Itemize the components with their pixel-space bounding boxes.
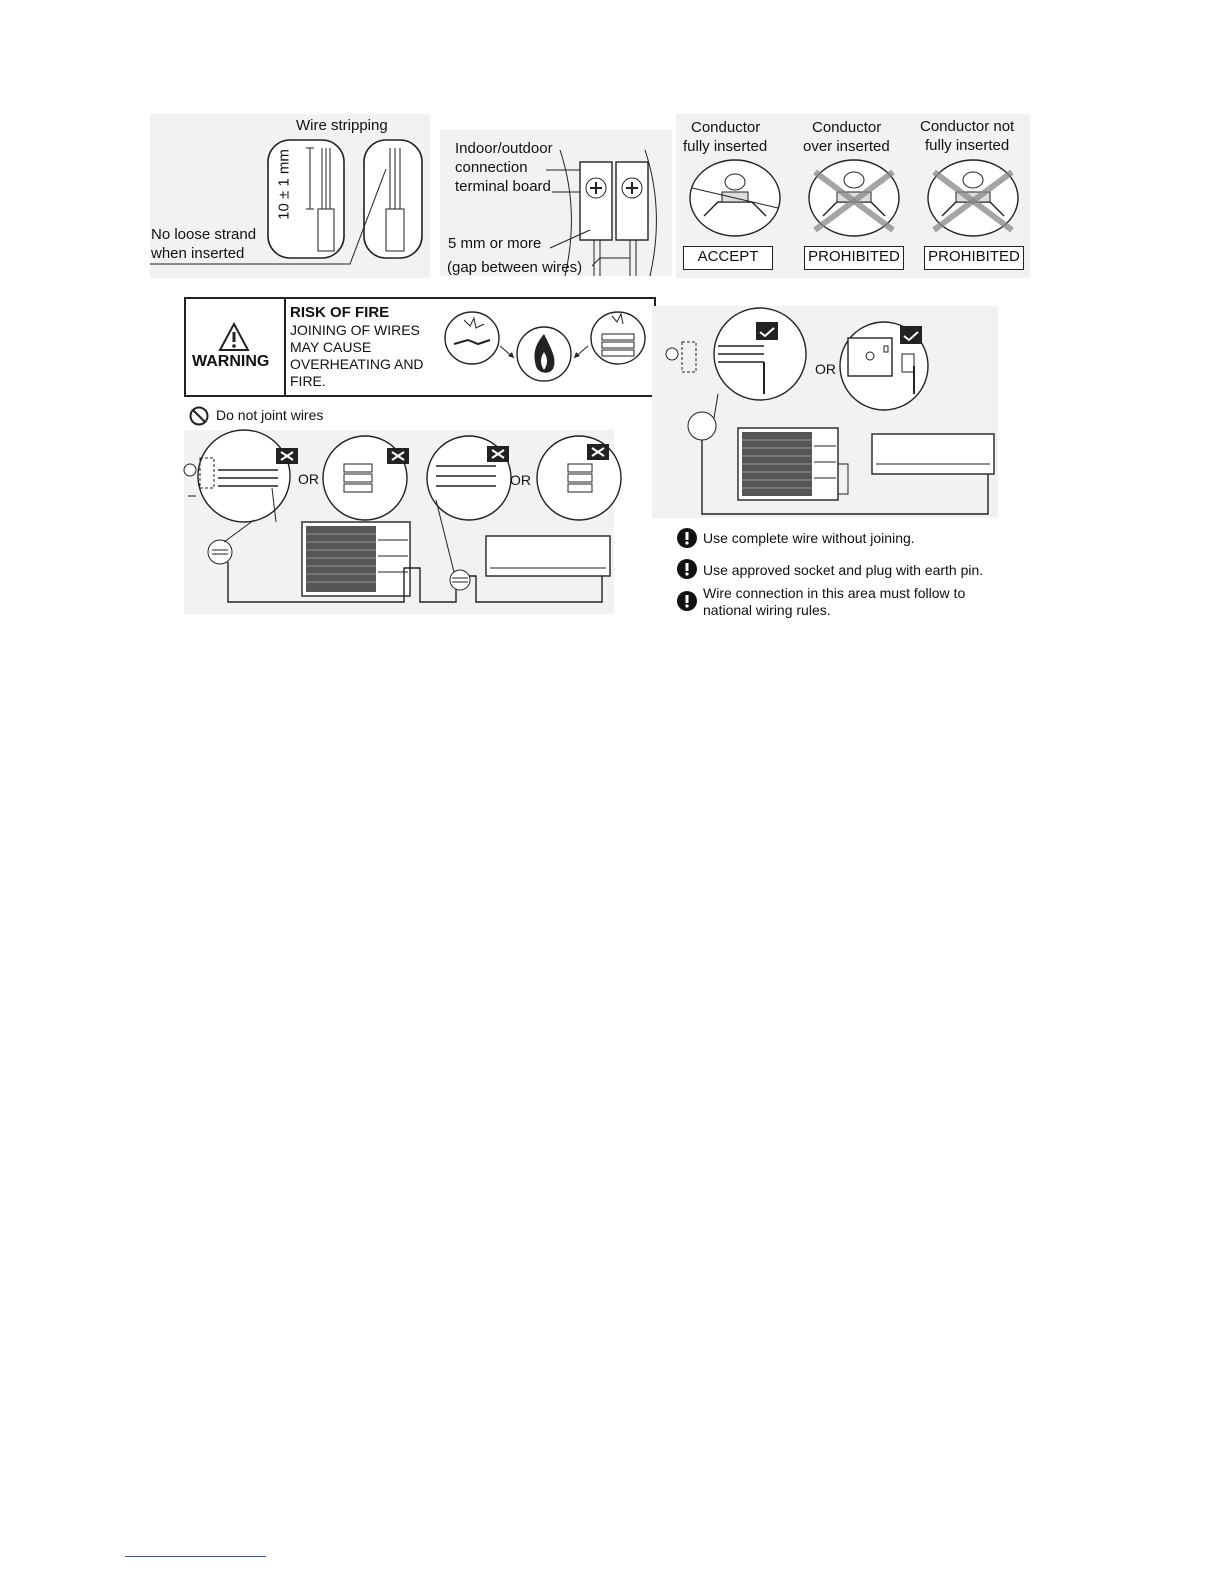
warning-line3: OVERHEATING AND (290, 356, 424, 372)
warning-line1: JOINING OF WIRES (290, 322, 420, 338)
left-or-1: OR (298, 471, 319, 487)
right-wiring-diagram (652, 306, 998, 518)
right-or: OR (815, 361, 836, 377)
terminal-label-line3: terminal board (455, 178, 551, 195)
rule-3-line1: Wire connection in this area must follow to (703, 585, 966, 601)
verdict-accept: ACCEPT (683, 246, 773, 270)
warning-divider (284, 299, 286, 395)
conductor-accept-diagram (688, 158, 782, 240)
do-not-joint-wires: Do not joint wires (216, 407, 324, 423)
warning-heading: RISK OF FIRE (290, 304, 390, 321)
left-wiring-diagram (184, 430, 614, 614)
prohibited-icon (189, 406, 209, 426)
no-loose-strand-line2: when inserted (151, 245, 245, 262)
rule-3-line2: national wiring rules. (703, 602, 831, 618)
wire-dimension: 10 ± 1 mm (275, 149, 293, 220)
rule-1: Use complete wire without joining. (703, 530, 915, 546)
warning-triangle-icon (218, 322, 250, 352)
mandatory-icon-2 (677, 559, 697, 579)
conductor-1-caption-line1: Conductor (691, 119, 761, 136)
conductor-3-caption-line2: fully inserted (925, 137, 1010, 154)
fire-risk-illustration (444, 306, 648, 384)
verdict-prohibited-2: PROHIBITED (924, 246, 1024, 270)
conductor-over-diagram (807, 158, 901, 240)
conductor-3-caption-line1: Conductor not (920, 118, 1015, 135)
footer-link-underline[interactable] (125, 1556, 266, 1557)
no-loose-strand-line1: No loose strand (151, 226, 257, 243)
conductor-1-caption-line2: fully inserted (683, 138, 768, 155)
verdict-prohibited-1: PROHIBITED (804, 246, 904, 270)
gap-label-line2: (gap between wires) (447, 259, 583, 276)
conductor-2-caption-line1: Conductor (812, 119, 882, 136)
conductor-not-full-diagram (926, 158, 1020, 240)
conductor-2-caption-line2: over inserted (803, 138, 890, 155)
rule-2: Use approved socket and plug with earth pin. (703, 562, 984, 578)
wire-stripping-title: Wire stripping (296, 117, 388, 134)
mandatory-icon-1 (677, 528, 697, 548)
left-or-2: OR (510, 472, 531, 488)
warning-line4: FIRE. (290, 373, 326, 389)
warning-line2: MAY CAUSE (290, 339, 372, 355)
warning-label: WARNING (192, 353, 270, 370)
mandatory-icon-3 (677, 591, 697, 611)
gap-label-line1: 5 mm or more (448, 235, 542, 252)
terminal-label-line1: Indoor/outdoor (455, 140, 553, 157)
terminal-label-line2: connection (455, 159, 528, 176)
